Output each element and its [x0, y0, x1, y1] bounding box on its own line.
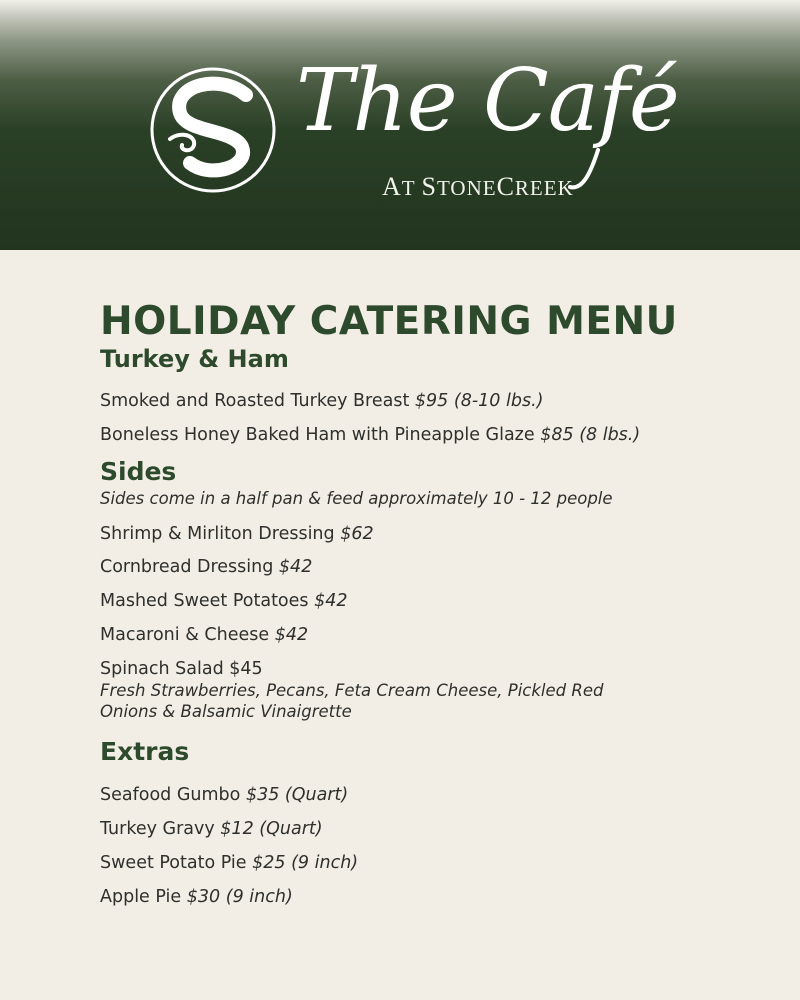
menu-item	[100, 523, 374, 545]
item-description: Onions & Balsamic Vinaigrette	[100, 702, 352, 721]
header-banner	[0, 0, 800, 250]
item-note: (Quart)	[284, 785, 349, 805]
item-name: Seafood Gumbo	[100, 785, 241, 805]
section-heading-sides: Sides	[100, 457, 177, 486]
section-heading-extras: Extras	[100, 737, 190, 766]
item-price: $62	[340, 524, 374, 544]
item-name: Shrimp & Mirliton Dressing	[100, 524, 335, 544]
menu-item	[100, 424, 640, 446]
item-name: Mashed Sweet Potatoes	[100, 591, 309, 611]
item-note: (8-10 lbs.)	[453, 391, 544, 411]
item-note: (Quart)	[259, 819, 323, 839]
item-price: $25	[252, 853, 286, 873]
brand-subtitle	[382, 172, 574, 202]
item-name: Turkey Gravy	[100, 819, 215, 839]
menu-item	[100, 590, 348, 612]
menu-item	[100, 556, 312, 578]
brand-sub-c: C	[496, 172, 515, 201]
item-price: $30	[186, 887, 221, 907]
brand-sub-first: A	[382, 172, 402, 201]
item-name: Spinach Salad $45	[100, 659, 263, 679]
menu-item	[100, 390, 543, 412]
menu-item	[100, 818, 323, 840]
brand-sub-s: S	[421, 172, 437, 201]
item-price: $85	[540, 425, 574, 445]
item-name: Sweet Potato Pie	[100, 853, 247, 873]
brand-name: The Café	[296, 51, 679, 151]
item-note: (8 lbs.)	[579, 425, 641, 445]
item-price: $12	[220, 819, 254, 839]
item-price: $35	[245, 785, 280, 805]
item-note: (9 inch)	[291, 853, 359, 873]
menu-item	[100, 784, 348, 806]
item-name: Cornbread Dressing	[100, 557, 274, 577]
item-name: Macaroni & Cheese	[100, 625, 270, 645]
item-price: $42	[314, 591, 348, 611]
item-price: $95	[414, 391, 449, 411]
menu-item	[100, 886, 293, 908]
item-name: Smoked and Roasted Turkey Breast	[100, 391, 410, 411]
item-price: $42	[278, 557, 313, 577]
brand-sub-tone: TONE	[436, 176, 497, 200]
menu-title: HOLIDAY CATERING MENU	[100, 299, 678, 344]
menu-item	[100, 852, 358, 874]
item-price: $42	[274, 625, 309, 645]
brand-sub-t: T	[401, 176, 422, 200]
item-name: Boneless Honey Baked Ham with Pineapple Glaze	[100, 425, 535, 445]
section-heading-turkey-ham: Turkey & Ham	[100, 345, 289, 373]
item-description: Fresh Strawberries, Pecans, Feta Cream Cheese, Pickled Red	[100, 681, 604, 700]
sides-subtitle: Sides come in a half pan & feed approximately 10 - 12 people	[100, 489, 613, 508]
brand-sub-reek: REEK	[514, 176, 574, 200]
menu-item	[100, 624, 308, 646]
menu-item	[100, 658, 263, 680]
item-name: Apple Pie	[100, 887, 182, 907]
item-note: (9 inch)	[225, 887, 293, 907]
